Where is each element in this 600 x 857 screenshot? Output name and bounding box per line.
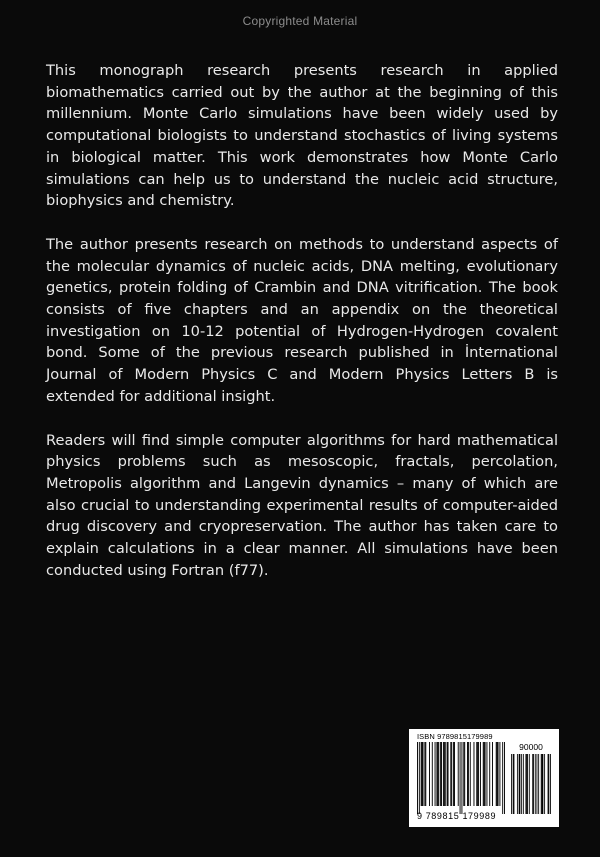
barcode-row [417,742,553,814]
ean-digits: 9 789815 179989 [417,811,497,821]
price-addon [511,742,551,814]
isbn-barcode [409,729,559,827]
copyright-watermark: Copyrighted Material [242,14,358,28]
price-code-label: 90000 [519,742,543,752]
ean13-barcode-bars [417,742,505,814]
price-addon-bars [511,754,551,814]
description-paragraph-1: This monograph research presents research in applied biomathematics carried out by the author at the beginning of this millennium. Monte Carlo simulations have been widely used by computational biologists to understand stochastics of living systems in biological matter. This work demonstrates how Monte Carlo simulations can help us to understand the nucleic acid structure, biophysics and chemistry. [46,62,558,210]
back-cover-description [46,60,558,603]
isbn-label: ISBN 9789815179989 [417,732,493,741]
description-paragraph-2: The author presents research on methods to understand aspects of the molecular dynamics of nucleic acids, DNA melting, evolutionary genetics, protein folding of Crambin and DNA vitrification. The book consists of five chapters and an appendix on the theoretical investigation on 10-12 potential of Hydrogen-Hydrogen covalent bond. Some of the previous research published in İnternational Journal of Modern Physics C and Modern Physics Letters B is extended for additional insight. [46,235,558,405]
description-paragraph-3: Readers will find simple computer algorithms for hard mathematical physics problems such as mesoscopic, fractals, percolation, Metropolis algorithm and Langevin dynamics – many of which are also crucial to understanding experimental results of computer-aided drug discovery and cryopreservation. The author has taken care to explain calculations in a clear manner. All simulations have been conducted using Fortran (f77). [46,431,558,579]
